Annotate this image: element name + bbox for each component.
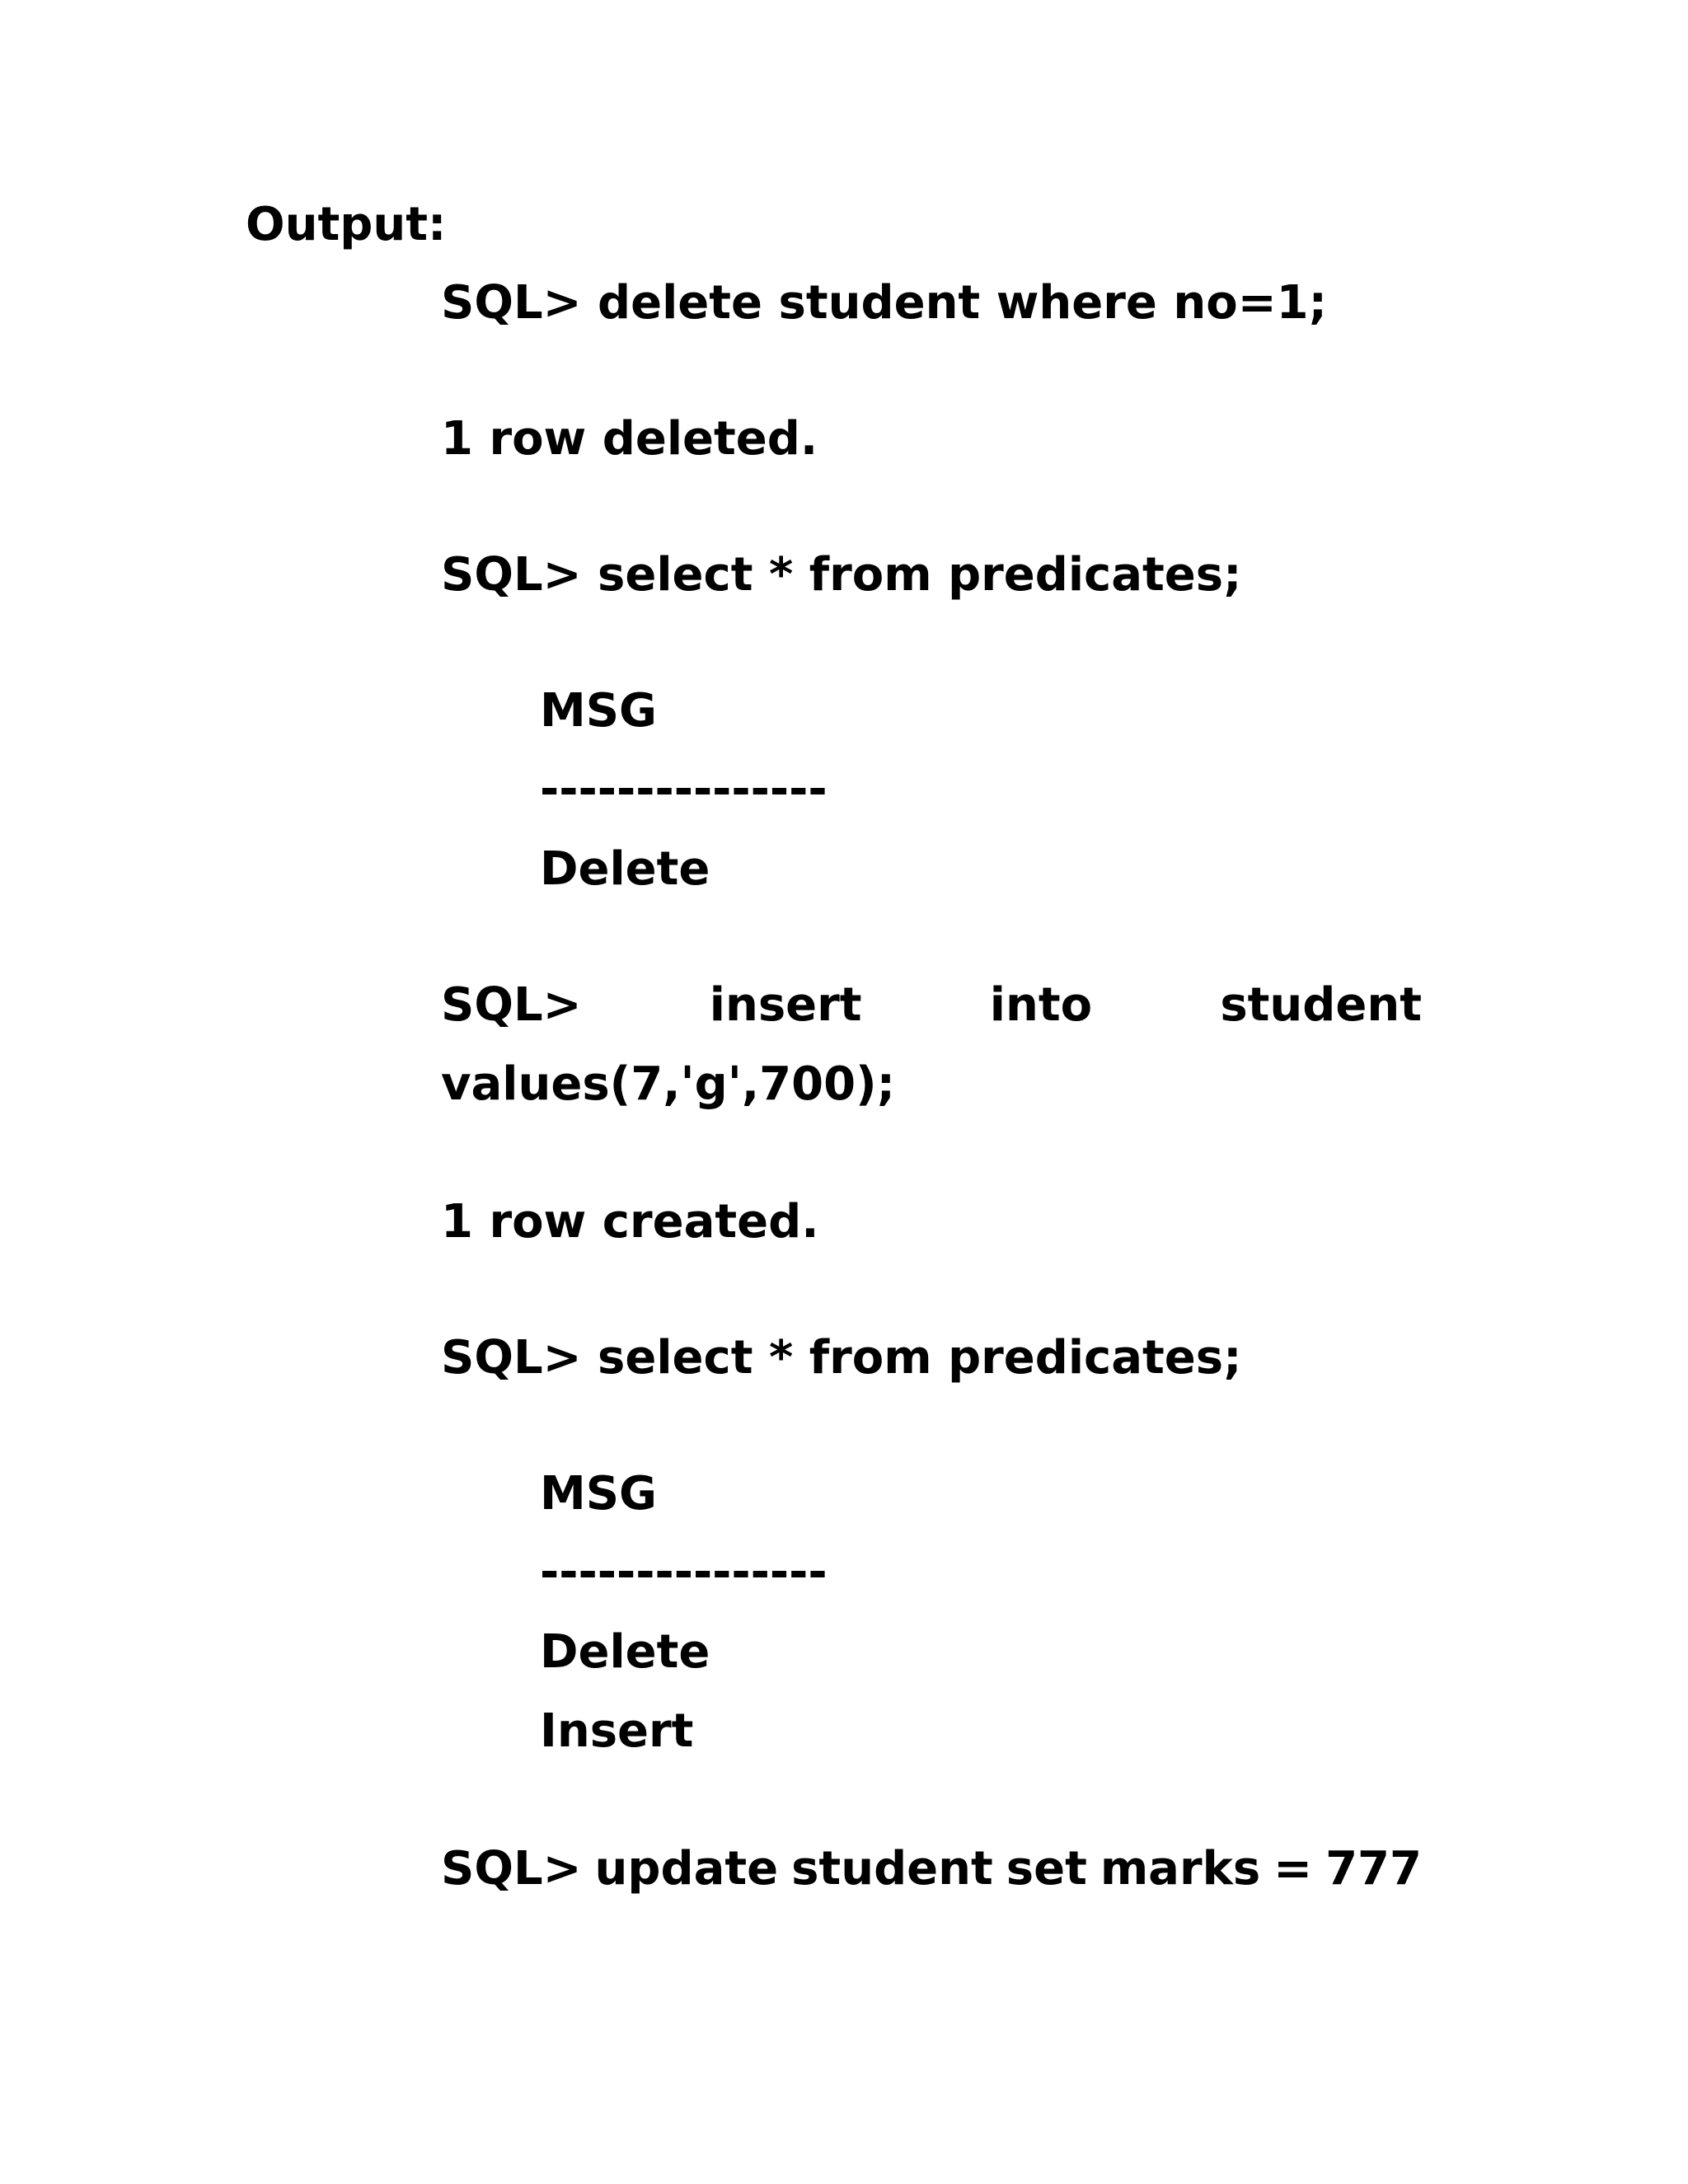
update-word: SQL> — [441, 1842, 582, 1896]
sql-delete-command: SQL> delete student where no=1; — [441, 276, 1327, 330]
row-created-message: 1 row created. — [441, 1195, 819, 1249]
update-word: set — [1006, 1842, 1087, 1896]
msg-column-header-1: MSG — [540, 684, 658, 738]
insert-word: insert — [709, 978, 862, 1032]
update-word: marks — [1100, 1842, 1261, 1896]
msg-column-rule-2: --------------- — [540, 1545, 828, 1599]
row-deleted-message: 1 row deleted. — [441, 412, 818, 466]
insert-word: SQL> — [441, 978, 582, 1032]
sql-select-command-2: SQL> select * from predicates; — [441, 1331, 1242, 1385]
msg-column-header-2: MSG — [540, 1467, 658, 1521]
insert-word: into — [989, 978, 1093, 1032]
update-word: 777 — [1325, 1842, 1422, 1896]
msg-value-delete-1: Delete — [540, 842, 710, 896]
msg-value-insert: Insert — [540, 1704, 694, 1758]
msg-value-delete-2: Delete — [540, 1625, 710, 1679]
update-word: update — [594, 1842, 779, 1896]
sql-update-command — [441, 1842, 1422, 1896]
sql-insert-command-line-1 — [441, 978, 1422, 1032]
sql-insert-command-line-2: values(7,'g',700); — [441, 1057, 896, 1111]
update-word: = — [1273, 1842, 1313, 1896]
output-heading: Output: — [246, 198, 447, 251]
update-word: student — [791, 1842, 993, 1896]
insert-word: student — [1220, 978, 1422, 1032]
sql-select-command-1: SQL> select * from predicates; — [441, 548, 1242, 602]
msg-column-rule-1: --------------- — [540, 762, 828, 816]
